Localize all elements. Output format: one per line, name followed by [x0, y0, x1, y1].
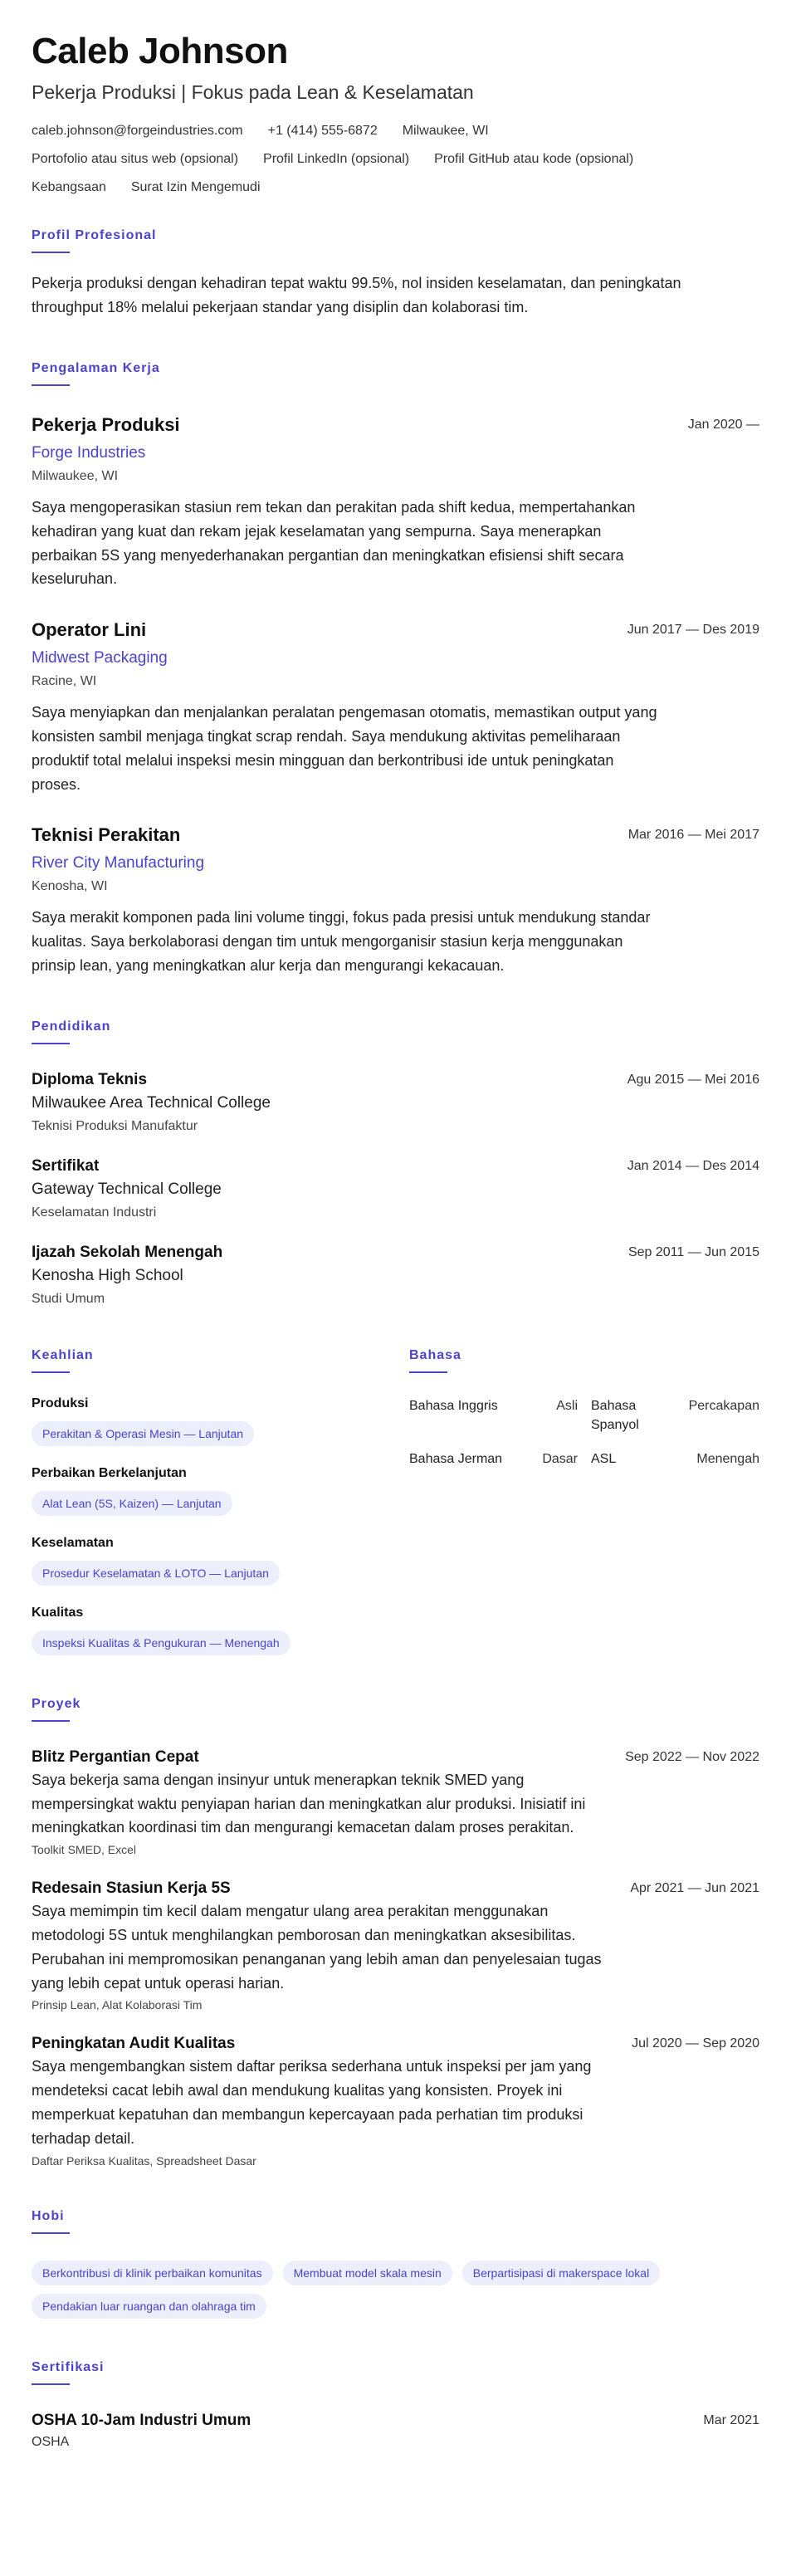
job-company[interactable]: Forge Industries — [32, 443, 146, 462]
field-of-study: Teknisi Produksi Manufaktur — [32, 1118, 198, 1133]
experience-section — [32, 361, 759, 978]
language-item — [409, 1396, 578, 1435]
job-entry — [32, 414, 759, 591]
profile-summary: Pekerja produksi dengan kehadiran tepat waktu 99.5%, nol insiden keselamatan, dan peningkatan throughput 18% melalui pekerjaan standar yang disiplin dan kolaborasi tim. — [32, 275, 681, 316]
github-link[interactable]: Profil GitHub atau kode (opsional) — [434, 152, 634, 167]
section-title: Keahlian — [32, 1347, 94, 1362]
language-name: Bahasa Spanyol — [591, 1398, 639, 1432]
section-title: Sertifikasi — [32, 2359, 105, 2374]
language-name: ASL — [591, 1452, 617, 1467]
skill-group — [32, 1396, 409, 1446]
hobby-list — [32, 2252, 759, 2319]
education-dates: Sep 2011 — Jun 2015 — [627, 1244, 759, 1259]
job-location: Racine, WI — [32, 674, 97, 689]
skill-group — [32, 1536, 409, 1586]
hobby-tag: Pendakian luar ruangan dan olahraga tim — [32, 2294, 266, 2319]
project-title: Peningkatan Audit Kualitas — [32, 2035, 236, 2053]
skill-group — [32, 1466, 409, 1516]
education-entry — [32, 1071, 759, 1134]
project-dates: Jul 2020 — Sep 2020 — [632, 2036, 759, 2051]
resume-header — [32, 32, 759, 195]
section-divider — [409, 1371, 447, 1373]
skill-category: Produksi — [32, 1396, 89, 1410]
certification-date: Mar 2021 — [703, 2412, 759, 2427]
profile-section — [32, 228, 759, 320]
education-section — [32, 1019, 759, 1307]
school: Kenosha High School — [32, 1266, 183, 1284]
skills-section — [32, 1348, 409, 1655]
language-item — [591, 1396, 759, 1435]
section-divider — [32, 1720, 70, 1722]
section-title: Proyek — [32, 1696, 81, 1711]
skill-category: Perbaikan Berkelanjutan — [32, 1465, 187, 1480]
section-title: Pendidikan — [32, 1019, 111, 1034]
skill-tag: Inspeksi Kualitas & Pengukuran — Menengah — [32, 1630, 291, 1655]
skill-group — [32, 1606, 409, 1655]
job-location: Kenosha, WI — [32, 879, 108, 894]
certification-entry — [32, 2412, 759, 2450]
section-divider — [32, 384, 70, 386]
job-description: Saya menyiapkan dan menjalankan peralatan pengemasan otomatis, memastikan output yang konsisten sambil menjaga tingkat scrap rendah. Saya mendukung aktivitas pemeliharaan produktif total melalui inspeksi mesin mingguan dan berkontribusi ide untuk peningkatan proses. — [32, 704, 657, 793]
project-title: Redesain Stasiun Kerja 5S — [32, 1879, 231, 1898]
language-name: Bahasa Inggris — [409, 1398, 498, 1413]
hobby-tag: Berkontribusi di klinik perbaikan komunitas — [32, 2261, 273, 2285]
section-divider — [32, 1043, 70, 1044]
contact-row — [32, 180, 759, 195]
education-dates: Agu 2015 — Mei 2016 — [627, 1072, 759, 1087]
field-of-study: Studi Umum — [32, 1291, 105, 1306]
job-title: Operator Lini — [32, 619, 147, 641]
linkedin-link[interactable]: Profil LinkedIn (opsional) — [263, 152, 410, 167]
degree: Sertifikat — [32, 1156, 100, 1175]
job-company[interactable]: Midwest Packaging — [32, 649, 168, 667]
skill-category: Keselamatan — [32, 1535, 114, 1550]
candidate-name: Caleb Johnson — [32, 31, 288, 71]
job-dates: Jun 2017 — Des 2019 — [627, 623, 759, 638]
project-tools: Daftar Periksa Kualitas, Spreadsheet Dasar — [32, 2153, 256, 2168]
portfolio-link[interactable]: Portofolio atau situs web (opsional) — [32, 152, 239, 167]
driving-license: Surat Izin Mengemudi — [130, 180, 261, 195]
project-dates: Apr 2021 — Jun 2021 — [630, 1881, 759, 1896]
projects-section — [32, 1697, 759, 2168]
job-dates: Mar 2016 — Mei 2017 — [627, 828, 759, 843]
field-of-study: Keselamatan Industri — [32, 1205, 157, 1220]
project-entry — [32, 1879, 759, 2011]
hobbies-section — [32, 2209, 759, 2319]
job-entry — [32, 619, 759, 796]
section-title: Pengalaman Kerja — [32, 360, 160, 375]
hobby-tag: Membuat model skala mesin — [283, 2261, 452, 2285]
project-title: Blitz Pergantian Cepat — [32, 1747, 199, 1766]
project-description: Saya mengembangkan sistem daftar periksa sederhana untuk inspeksi per jam yang mendeteksi cacat lebih awal dan mendukung kualitas yang konsisten. Proyek ini memperkuat kepatuhan dan membangun kepercayaan pada perhatian tim produksi terhadap detail. — [32, 2058, 592, 2147]
certification-title: OSHA 10-Jam Industri Umum — [32, 2411, 251, 2429]
job-entry — [32, 824, 759, 977]
section-divider — [32, 252, 70, 253]
section-title: Profil Profesional — [32, 228, 157, 243]
skill-category: Kualitas — [32, 1605, 84, 1620]
section-divider — [32, 1371, 70, 1373]
section-divider — [32, 2232, 70, 2234]
language-level: Dasar — [542, 1452, 578, 1467]
contact-row — [32, 152, 759, 167]
certifications-section — [32, 2360, 759, 2450]
skills-languages-row — [32, 1348, 759, 1655]
job-location: Milwaukee, WI — [32, 468, 119, 483]
job-title: Pekerja Produksi — [32, 413, 180, 435]
job-dates: Jan 2020 — — [687, 417, 759, 432]
language-level: Menengah — [696, 1452, 759, 1467]
email[interactable]: caleb.johnson@forgeindustries.com — [32, 124, 243, 139]
degree: Ijazah Sekolah Menengah — [32, 1243, 223, 1261]
language-name: Bahasa Jerman — [409, 1452, 503, 1467]
job-description: Saya mengoperasikan stasiun rem tekan dan perakitan pada shift kedua, mempertahankan kehadiran yang kuat dan rekam jejak keselamatan yang sempurna. Saya menerapkan perbaikan 5S yang menyederhanakan pergantian dan meningkatkan efisiensi shift secara keseluruhan. — [32, 498, 636, 588]
language-level: Percakapan — [688, 1398, 759, 1413]
education-entry — [32, 1244, 759, 1307]
nationality: Kebangsaan — [32, 180, 106, 195]
section-title: Hobi — [32, 2208, 65, 2223]
hobby-tag: Berpartisipasi di makerspace lokal — [462, 2261, 660, 2285]
section-divider — [32, 2383, 70, 2385]
skill-tag: Prosedur Keselamatan & LOTO — Lanjutan — [32, 1561, 280, 1586]
project-entry — [32, 2035, 759, 2167]
degree: Diploma Teknis — [32, 1070, 148, 1088]
project-tools: Toolkit SMED, Excel — [32, 1843, 137, 1857]
education-entry — [32, 1157, 759, 1220]
school: Gateway Technical College — [32, 1180, 222, 1198]
language-item — [591, 1449, 759, 1469]
language-level: Asli — [556, 1398, 578, 1413]
project-description: Saya bekerja sama dengan insinyur untuk menerapkan teknik SMED yang mempersingkat waktu penyiapan harian dan meningkatkan alur produksi. Inisiatif ini meningkatkan koordinasi tim dan mengurangi kemacetan dalam proses perakitan. — [32, 1771, 586, 1836]
contact-info — [32, 124, 759, 195]
candidate-tagline: Pekerja Produksi | Fokus pada Lean & Keselamatan — [32, 81, 474, 104]
language-item — [409, 1449, 578, 1469]
section-title: Bahasa — [409, 1347, 461, 1362]
certification-issuer: OSHA — [32, 2434, 70, 2449]
job-title: Teknisi Perakitan — [32, 824, 181, 846]
location: Milwaukee, WI — [402, 124, 489, 139]
contact-row — [32, 124, 759, 139]
job-description: Saya merakit komponen pada lini volume tinggi, fokus pada presisi untuk mendukung standar kualitas. Saya berkolaborasi dengan tim untuk mengorganisir stasiun kerja menggunakan prinsip lean, yang meningkatkan alur kerja dan mengurangi kekacauan. — [32, 909, 651, 974]
skill-tag: Alat Lean (5S, Kaizen) — Lanjutan — [32, 1491, 232, 1516]
language-list — [409, 1396, 759, 1469]
languages-section — [409, 1348, 759, 1655]
project-entry — [32, 1748, 759, 1856]
skill-tag: Perakitan & Operasi Mesin — Lanjutan — [32, 1421, 254, 1446]
school: Milwaukee Area Technical College — [32, 1093, 271, 1112]
project-tools: Prinsip Lean, Alat Kolaborasi Tim — [32, 1998, 203, 2012]
education-dates: Jan 2014 — Des 2014 — [627, 1158, 759, 1173]
project-dates: Sep 2022 — Nov 2022 — [625, 1749, 759, 1764]
project-description: Saya memimpin tim kecil dalam mengatur ulang area perakitan menggunakan metodologi 5S untuk menghilangkan pemborosan dan meningkatkan aksesibilitas. Perubahan ini mempromosikan penanganan yang lebih aman dan penyelesaian tugas yang lebih cepat untuk operasi harian. — [32, 1903, 602, 1992]
phone[interactable]: +1 (414) 555-6872 — [267, 124, 378, 139]
job-company[interactable]: River City Manufacturing — [32, 854, 205, 873]
